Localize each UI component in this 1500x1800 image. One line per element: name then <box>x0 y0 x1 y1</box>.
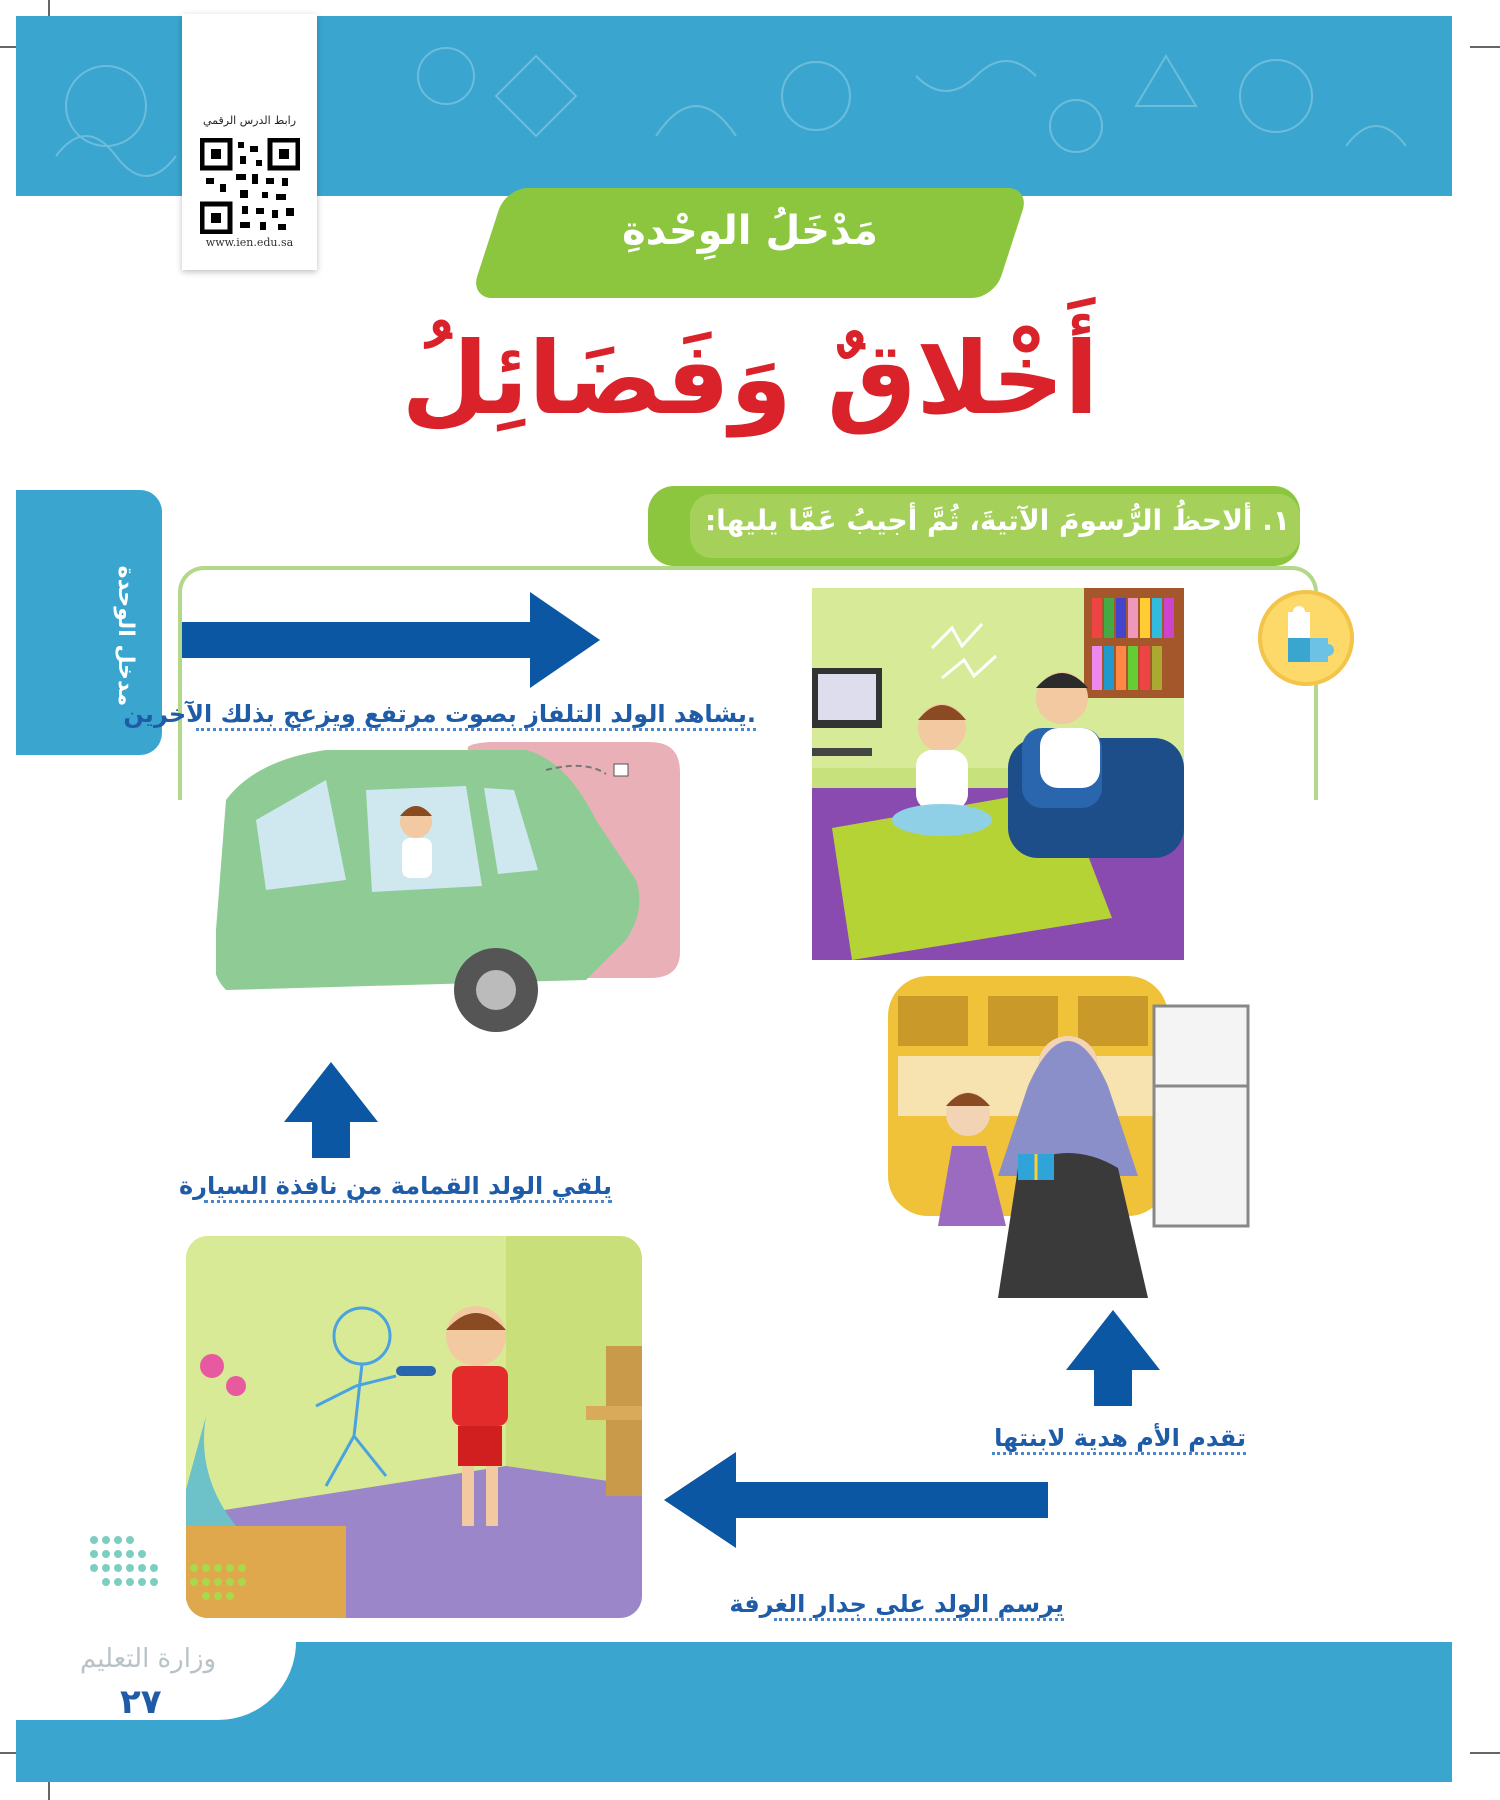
caption-gift: تقدم الأم هدية لابنتها <box>992 1424 1246 1455</box>
puzzle-icon <box>1258 590 1354 686</box>
caption-wall: يرسم الولد على جدار الغرفة <box>774 1590 1064 1621</box>
ministry-name: وزارة التعليم <box>80 1644 217 1674</box>
crop-mark <box>1470 1752 1500 1754</box>
side-tab-label: مدخل الوحدة <box>113 565 138 707</box>
arrow-up-icon <box>1066 1310 1160 1406</box>
page-number: ٢٧ <box>120 1682 162 1722</box>
arrow-right-icon <box>182 592 602 688</box>
arrow-up-icon <box>284 1062 378 1158</box>
tv-room-illustration <box>812 588 1184 960</box>
crop-mark <box>1470 46 1500 48</box>
ministry-logo-icon <box>84 1530 274 1610</box>
qr-url[interactable]: www.ien.edu.sa <box>205 236 294 249</box>
car-illustration <box>216 740 686 1040</box>
arrow-left-icon <box>664 1452 1048 1548</box>
unit-title: أَخْلاقٌ وَفَضَائِلُ <box>401 320 1099 437</box>
caption-tv: .يشاهد الولد التلفاز بصوت مرتفع ويزعج بذلك الآخرين <box>196 700 756 731</box>
qr-code-icon[interactable] <box>200 138 300 234</box>
qr-code-card[interactable] <box>182 14 317 270</box>
question-text: ١. ألاحظُ الرُّسومَ الآتيةَ، ثُمَّ أجيبُ عَمَّا يليها: <box>704 504 1290 537</box>
unit-tag-label: مَدْخَلُ الوِحْدةِ <box>622 208 878 254</box>
qr-caption: رابط الدرس الرقمي <box>202 114 297 127</box>
caption-car: يلقي الولد القمامة من نافذة السيارة <box>204 1172 612 1203</box>
gift-illustration <box>888 976 1252 1298</box>
